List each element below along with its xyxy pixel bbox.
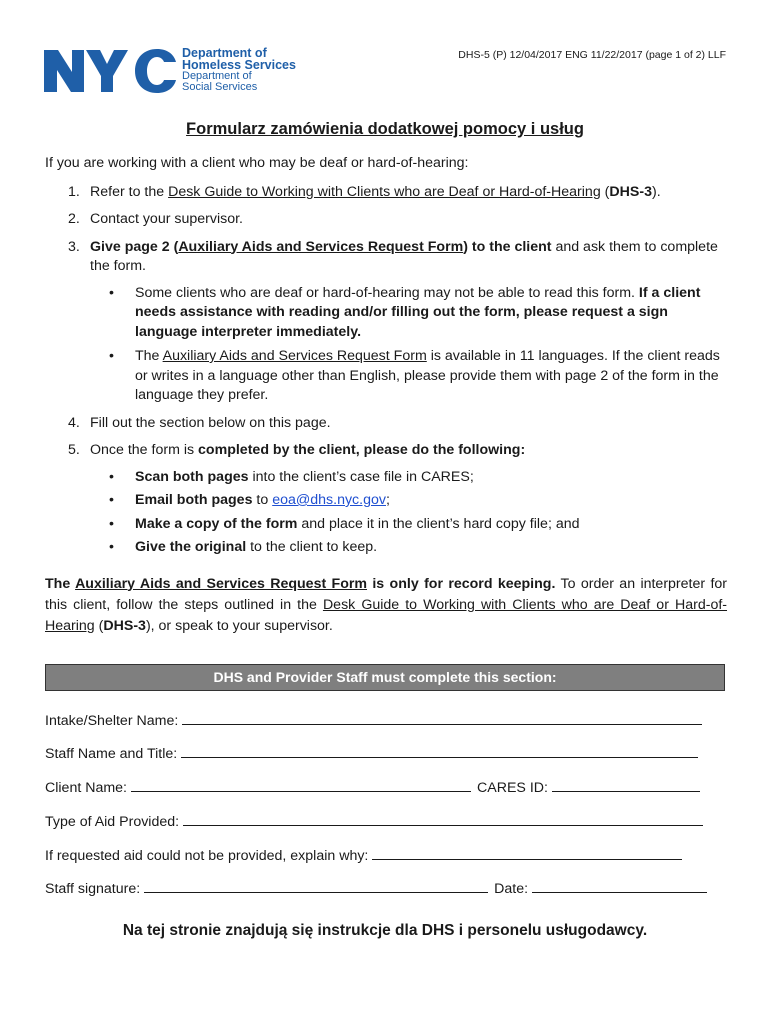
client-name-input[interactable] <box>131 777 471 792</box>
step-number: 3. <box>68 238 80 255</box>
step-text: Once the form is <box>90 442 199 458</box>
field-label: Staff Name and Title: <box>45 746 178 762</box>
request-form-link[interactable]: Auxiliary Aids and Services Request Form <box>178 238 464 255</box>
steps-list <box>45 183 727 558</box>
step-text: ( <box>600 183 610 200</box>
bullet-item <box>109 284 727 343</box>
bullet-text: is available in 11 languages. If the client reads or writes in a language other than English, please provide them with page 2 of the form in the language they prefer. <box>135 348 720 403</box>
bullet-icon: • <box>109 468 114 485</box>
step-bold-text: completed by the client, please do the following: <box>198 442 526 458</box>
bullet-text: Some clients who are deaf or hard-of-hearing may not be able to read this form. <box>135 284 639 301</box>
bullet-icon: • <box>109 284 114 301</box>
step-text: Refer to the <box>90 183 169 200</box>
intro-text: If you are working with a client who may be deaf or hard-of-hearing: <box>45 155 469 171</box>
note-text: To order an interpreter for this client, follow the steps outlined in the <box>45 575 728 613</box>
bullet-bold-text: Make a copy of the form <box>135 515 298 532</box>
logo-line-2: Homeless Services <box>182 58 296 72</box>
bullet-text: into the client’s case file in CARES; <box>248 468 474 485</box>
step-bold-text: ) to the client <box>463 238 552 255</box>
bullet-icon: • <box>109 348 114 364</box>
field-label: Date: <box>494 881 529 897</box>
field-label: Intake/Shelter Name: <box>45 713 179 729</box>
bullet-bold-text: Scan both pages <box>135 468 249 485</box>
desk-guide-link[interactable]: Desk Guide to Working with Clients who are Deaf or Hard-of-Hearing <box>45 596 728 634</box>
step-number: 4. <box>68 414 80 431</box>
staff-section-header: DHS and Provider Staff must complete this section: <box>45 664 725 691</box>
intake-shelter-field <box>45 710 702 729</box>
field-label: Staff signature: <box>45 881 141 897</box>
note-text: ( <box>94 617 104 634</box>
step-5 <box>45 441 727 558</box>
note-bold-text: is only for record keeping. <box>367 575 556 592</box>
request-form-link[interactable]: Auxiliary Aids and Services Request Form <box>162 348 427 364</box>
step-4 <box>45 414 727 434</box>
step-number: 1. <box>68 183 80 200</box>
bullet-bold-text: Email both pages <box>135 492 253 508</box>
footer-note: Na tej stronie znajdują się instrukcje dla DHS i personelu usługodawcy. <box>122 922 648 939</box>
agency-name <box>182 47 296 93</box>
note-text: ), or speak to your supervisor. <box>145 617 333 634</box>
page-title: Formularz zamówienia dodatkowej pomocy i usług <box>186 120 584 138</box>
staff-signature-input[interactable] <box>144 878 488 893</box>
record-keeping-note <box>45 574 727 637</box>
note-bold-text: The <box>45 575 76 592</box>
step-bold-text: Give page 2 ( <box>90 238 179 255</box>
form-code: DHS-5 (P) 12/04/2017 ENG 11/22/2017 (page 1 of 2) LLF <box>458 49 726 61</box>
desk-guide-link[interactable]: Desk Guide to Working with Clients who are Deaf or Hard-of-Hearing <box>168 183 601 200</box>
nyc-dhs-logo <box>42 46 302 98</box>
step-text: and ask them to complete the form. <box>90 238 718 274</box>
bullet-icon: • <box>109 515 114 532</box>
date-input[interactable] <box>532 878 707 893</box>
logo-line-4: Social Services <box>182 81 258 93</box>
aid-type-input[interactable] <box>183 811 703 826</box>
field-label: If requested aid could not be provided, explain why: <box>45 848 369 864</box>
bullet-item <box>109 515 727 535</box>
bullet-text: to <box>252 492 273 508</box>
bullet-item <box>109 468 727 488</box>
bullet-text: and place it in the client’s hard copy file; and <box>297 515 580 532</box>
field-label: Type of Aid Provided: <box>45 814 180 830</box>
bullet-item <box>109 347 727 406</box>
staff-name-input[interactable] <box>181 743 698 758</box>
form-number: DHS-3 <box>609 183 652 200</box>
email-link[interactable]: eoa@dhs.nyc.gov <box>272 492 386 508</box>
step-text: Fill out the section below on this page. <box>90 414 331 431</box>
staff-name-field <box>45 743 698 762</box>
bullet-bold-text: Give the original <box>135 539 247 555</box>
signature-field <box>45 878 707 897</box>
logo-line-1: Department of <box>182 46 267 60</box>
aid-type-field <box>45 811 703 830</box>
step-number: 2. <box>68 211 80 227</box>
aid-explanation-input[interactable] <box>372 845 682 860</box>
aid-explanation-field <box>45 845 682 864</box>
step-2 <box>45 210 727 230</box>
bullet-item <box>109 491 727 511</box>
step-3 <box>45 238 727 406</box>
logo-line-3: Department of <box>182 70 252 82</box>
bullet-text: to the client to keep. <box>246 539 378 555</box>
step-3-bullets <box>90 284 727 406</box>
step-5-bullets <box>90 468 727 558</box>
client-name-field <box>45 777 700 796</box>
instructions <box>45 154 727 637</box>
form-number: DHS-3 <box>103 617 146 634</box>
bullet-text: The <box>135 348 163 364</box>
field-label: Client Name: <box>45 780 128 796</box>
bullet-icon: • <box>109 539 114 555</box>
step-number: 5. <box>68 442 80 458</box>
step-1 <box>45 183 727 203</box>
step-text: ). <box>651 183 661 200</box>
intake-shelter-input[interactable] <box>182 710 702 725</box>
step-text: Contact your supervisor. <box>90 211 243 227</box>
bullet-item <box>109 538 727 558</box>
bullet-bold-text: If a client needs assistance with reading and/or filling out the form, please request a sign language interpreter immediately. <box>135 284 701 340</box>
bullet-icon: • <box>109 492 114 508</box>
bullet-text: ; <box>385 492 390 508</box>
nyc-logo-icon <box>42 46 178 96</box>
cares-id-input[interactable] <box>552 777 700 792</box>
field-label: CARES ID: <box>477 780 548 796</box>
request-form-link[interactable]: Auxiliary Aids and Services Request Form <box>75 575 368 592</box>
